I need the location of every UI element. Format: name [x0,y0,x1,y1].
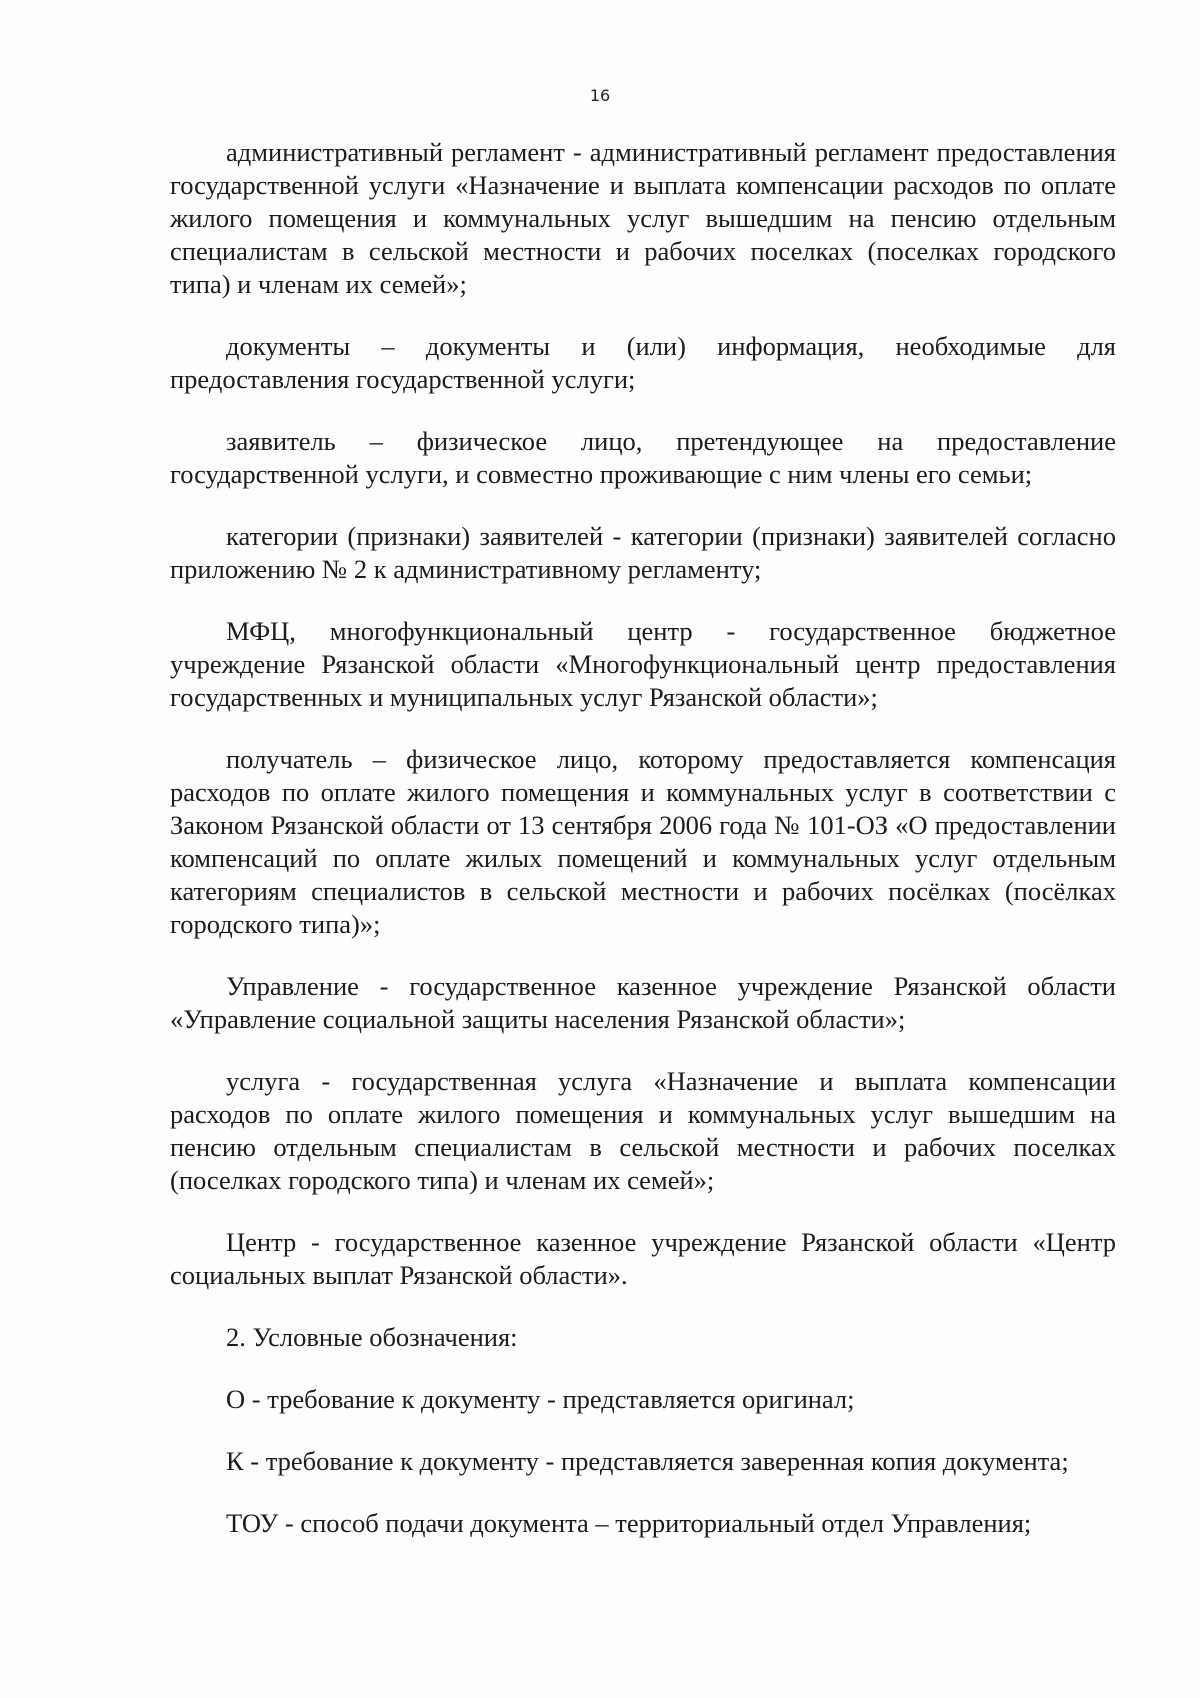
symbol-territorial-department: ТОУ - способ подачи документа – территориальный отдел Управления; [226,1508,1032,1538]
symbol-original: О - требование к документу - представляется оригинал; [226,1384,855,1414]
definition-department: Управление - государственное казенное учреждение Рязанской области «Управление социальной защиты населения Рязанской области»; [170,971,1116,1034]
section-heading-symbols: 2. Условные обозначения: [226,1322,518,1352]
definition-administrative-regulation: административный регламент - административный регламент предоставления государственной услуги «Назначение и выплата компенсации расходов по оплате жилого помещения и коммунальных услуг вышедшим на пенсию отдельным специалистам в сельской местности и рабочих поселках (поселках городского типа) и членам их семей»; [170,137,1116,299]
definition-center: Центр - государственное казенное учреждение Рязанской области «Центр социальных выплат Рязанской области». [170,1227,1116,1290]
definition-documents: документы – документы и (или) информация, необходимые для предоставления государственной услуги; [170,331,1116,394]
definition-mfc: МФЦ, многофункциональный центр - государственное бюджетное учреждение Рязанской области «Многофункциональный центр предоставления государственных и муниципальных услуг Рязанской области»; [170,616,1116,712]
document-body [170,136,1116,1569]
definition-recipient: получатель – физическое лицо, которому предоставляется компенсация расходов по оплате жилого помещения и коммунальных услуг в соответствии с Законом Рязанской области от 13 сентября 2006 года № 101-ОЗ «О предоставлении компенсаций по оплате жилых помещений и коммунальных услуг отдельным категориям специалистов в сельской местности и рабочих посёлках (посёлках городского типа)»; [170,744,1116,939]
definition-applicant-categories: категории (признаки) заявителей - категории (признаки) заявителей согласно приложению № 2 к административному регламенту; [170,521,1116,584]
definition-service: услуга - государственная услуга «Назначение и выплата компенсации расходов по оплате жилого помещения и коммунальных услуг вышедшим на пенсию отдельным специалистам в сельской местности и рабочих поселках (поселках городского типа) и членам их семей»; [170,1066,1116,1195]
definition-applicant: заявитель – физическое лицо, претендующее на предоставление государственной услуги, и совместно проживающие с ним члены его семьи; [170,426,1116,489]
symbol-certified-copy: К - требование к документу - представляется заверенная копия документа; [226,1446,1069,1476]
page-number: 16 [589,86,611,105]
